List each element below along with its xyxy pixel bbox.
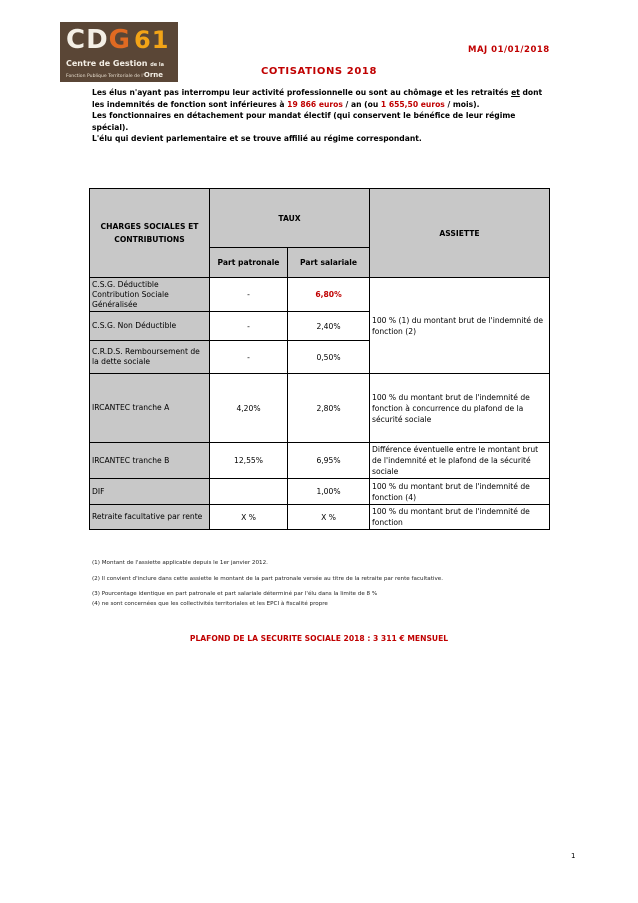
footnote-2: (2) Il convient d'inclure dans cette assiette le montant de la part patronale versée au titre de la retraite par rente facultative. bbox=[92, 576, 443, 582]
header-taux: TAUX bbox=[210, 189, 370, 248]
row-label: C.S.G. Déductible Contribution Sociale Généralisée bbox=[90, 278, 210, 312]
intro-paragraph-1 bbox=[92, 87, 552, 110]
table-row bbox=[90, 505, 550, 530]
intro-p1-c: / an (ou bbox=[342, 99, 381, 109]
row-assiette: 100 % du montant brut de l'indemnité de fonction bbox=[370, 505, 550, 530]
intro-amount-annual: 19 866 euros bbox=[287, 99, 343, 109]
cotisations-table bbox=[89, 188, 550, 530]
table-row bbox=[90, 374, 550, 443]
intro-amount-monthly: 1 655,50 euros bbox=[380, 99, 445, 109]
row-assiette: Différence éventuelle entre le montant brut de l'indemnité et le plafond de la sécurité sociale bbox=[370, 443, 550, 479]
plafond-securite-sociale: PLAFOND DE LA SECURITE SOCIALE 2018 : 3 311 € MENSUEL bbox=[189, 634, 449, 643]
row-label: C.S.G. Non Déductible bbox=[90, 312, 210, 341]
page-number: 1 bbox=[571, 852, 576, 860]
row-assiette: 100 % du montant brut de l'indemnité de fonction (4) bbox=[370, 479, 550, 505]
page-title: COTISATIONS 2018 bbox=[260, 66, 378, 77]
intro-p1-d: / mois). bbox=[444, 99, 480, 109]
row-salariale: X % bbox=[288, 505, 370, 530]
row-label: IRCANTEC tranche A bbox=[90, 374, 210, 443]
row-salariale: 0,50% bbox=[288, 341, 370, 374]
row-patronale: 4,20% bbox=[210, 374, 288, 443]
row-patronale bbox=[210, 479, 288, 505]
row-patronale: - bbox=[210, 341, 288, 374]
logo-g: G bbox=[108, 25, 132, 55]
row-patronale: - bbox=[210, 312, 288, 341]
row-salariale: 2,80% bbox=[288, 374, 370, 443]
update-date: MAJ 01/01/2018 bbox=[468, 45, 550, 55]
footnote-1: (1) Montant de l'assiette applicable depuis le 1er janvier 2012. bbox=[92, 560, 268, 566]
row-assiette-csg: 100 % (1) du montant brut de l'indemnité de fonction (2) bbox=[370, 278, 550, 374]
header-assiette: ASSIETTE bbox=[370, 189, 550, 278]
intro-paragraph-3: L'élu qui devient parlementaire et se trouve affilié au régime correspondant. bbox=[92, 134, 422, 144]
row-label: Retraite facultative par rente bbox=[90, 505, 210, 530]
logo-centre-de-gestion: Centre de Gestion bbox=[66, 59, 148, 68]
header-charges: CHARGES SOCIALES ET CONTRIBUTIONS bbox=[90, 189, 210, 278]
row-label: DIF bbox=[90, 479, 210, 505]
row-salariale: 6,95% bbox=[288, 443, 370, 479]
logo-cd: CD bbox=[66, 25, 109, 55]
logo-61: 61 bbox=[134, 26, 170, 54]
row-salariale: 1,00% bbox=[288, 479, 370, 505]
logo-fonction-publique: Fonction Publique Territoriale de l' bbox=[66, 74, 144, 79]
footnote-3: (3) Pourcentage identique en part patronale et part salariale déterminé par l'élu dans la limite de 8 % bbox=[92, 591, 378, 597]
table-row bbox=[90, 479, 550, 505]
row-patronale: - bbox=[210, 278, 288, 312]
intro-p1-b: dont les indemnités de fonction sont inférieures à bbox=[92, 88, 543, 109]
intro-p1-a: Les élus n'ayant pas interrompu leur activité professionnelle ou sont au chômage et les retraités bbox=[92, 88, 512, 97]
logo-de-la: de la bbox=[150, 62, 165, 68]
header-part-salariale: Part salariale bbox=[288, 248, 370, 278]
row-salariale: 6,80% bbox=[288, 278, 370, 312]
row-label: IRCANTEC tranche B bbox=[90, 443, 210, 479]
row-salariale: 2,40% bbox=[288, 312, 370, 341]
intro-text bbox=[92, 87, 552, 145]
table-row bbox=[90, 443, 550, 479]
intro-paragraph-2: Les fonctionnaires en détachement pour mandat électif (qui conservent le bénéfice de leur régime spécial). bbox=[92, 111, 516, 132]
row-patronale: 12,55% bbox=[210, 443, 288, 479]
header-part-patronale: Part patronale bbox=[210, 248, 288, 278]
row-label: C.R.D.S. Remboursement de la dette sociale bbox=[90, 341, 210, 374]
intro-p1-et: et bbox=[511, 88, 520, 97]
logo-orne: Orne bbox=[143, 71, 164, 79]
row-assiette: 100 % du montant brut de l'indemnité de fonction à concurrence du plafond de la sécurité sociale bbox=[370, 374, 550, 443]
table-row bbox=[90, 278, 550, 312]
row-patronale: X % bbox=[210, 505, 288, 530]
footnote-4: (4) ne sont concernées que les collectivités territoriales et les EPCI à fiscalité propre bbox=[92, 601, 328, 607]
